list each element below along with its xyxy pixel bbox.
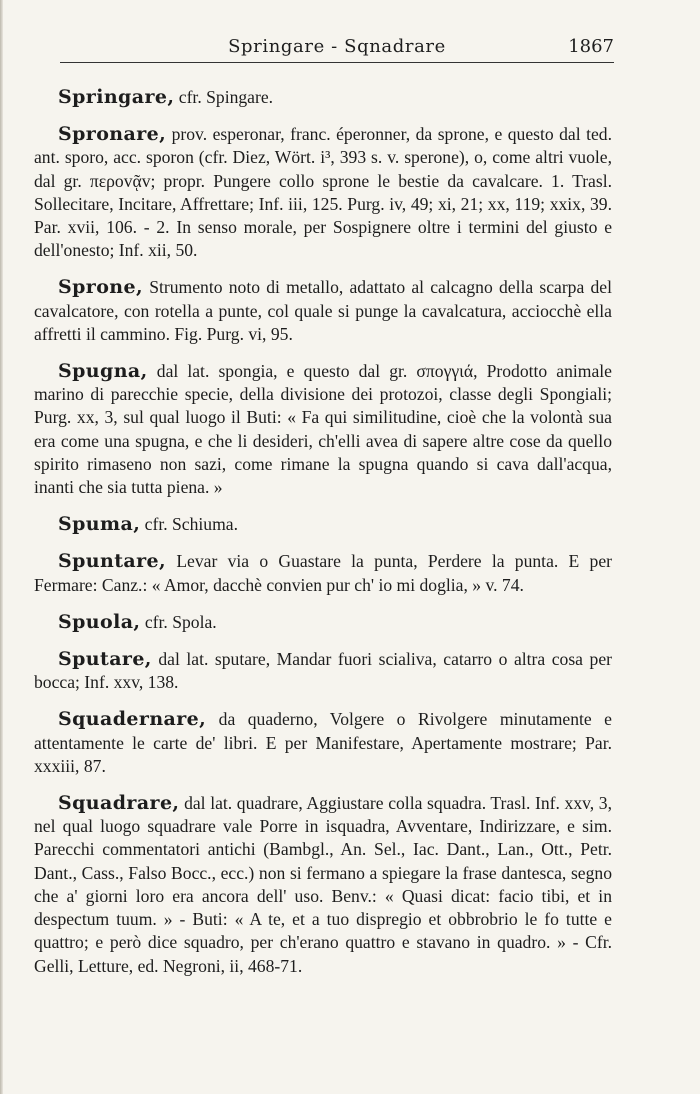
- entry-spuma: [34, 513, 612, 536]
- entries-body: [34, 86, 612, 992]
- entry-squadrare: [34, 792, 612, 978]
- entry-text: prov. esperonar, franc. éperonner, da sprone, e questo dal ted. ant. sporo, acc. sporon (cfr. Diez, Wört. i³, 393 s. v. sperone), o, come altri vuole, dal gr. περοvᾷv; propr. Pungere collo sprone le bestie da cavalcare. 1. Trasl. Sollecitare, Incitare, Affrettare; Inf. iii, 125. Purg. iv, 49; xi, 21; xx, 119; xxix, 39. Par. xvii, 106. - 2. In senso morale, per Sospignere oltre i termini del giusto e dell'onesto; Inf. xii, 50.: [34, 124, 612, 261]
- headword: Springare,: [58, 86, 175, 108]
- headword: Spugna,: [58, 360, 148, 383]
- headword: Sprone,: [58, 276, 144, 299]
- entry-text: cfr. Spingare.: [178, 87, 274, 107]
- entry-text: dal lat. sputare, Mandar fuori scialiva, catarro o altra cosa per bocca; Inf. xxv, 138.: [34, 649, 612, 693]
- entry-sprone: [34, 276, 612, 346]
- entry-sputare: [34, 648, 612, 694]
- entry-text: cfr. Schiuma.: [144, 514, 238, 535]
- headword: Spuma,: [58, 513, 141, 536]
- entry-text: dal lat. spongia, e questo dal gr. σπογγιά, Prodotto animale marino di parecchie specie, della divisione dei protozoi, classe degli Spongiali; Purg. xx, 3, sul qual luogo il Buti: « Fa qui similitudine, cioè che la volontà sua era come una spugna, e che li desideri, ch'elli avea di sapere altre cose da quello spirito rimaseno non sazi, come rimane la spugna quando si cava dall'acqua, inanti che sia tutta piena. »: [34, 361, 612, 498]
- entry-spuola: [34, 611, 612, 634]
- headword: Squadernare,: [58, 708, 207, 731]
- header-title: Springare - Sqnadrare: [228, 36, 446, 57]
- page-gutter: [0, 0, 3, 1094]
- entry-text: Strumento noto di metallo, adattato al calcagno della scarpa del cavalcatore, con rotella a punte, col quale si punge la cavalcatura, acciocchè ella affretti il cammino. Fig. Purg. vi, 95.: [34, 277, 612, 344]
- entry-spuntare: [34, 550, 612, 596]
- entry-text: Levar via o Guastare la punta, Perdere la punta. E per Fermare: Canz.: « Amor, dacchè convien pur ch' io mi doglia, » v. 74.: [34, 551, 613, 595]
- page-number: 1867: [568, 36, 614, 57]
- entry-springare: [34, 86, 612, 109]
- headword: Spuntare,: [58, 550, 167, 573]
- entry-text: da quaderno, Volgere o Rivolgere minutamente e attentamente le carte de' libri. E per Manifestare, Apertamente mostrare; Par. xxxiii, 87.: [34, 709, 612, 776]
- headword: Spronare,: [58, 123, 167, 146]
- headword: Squadrare,: [58, 792, 180, 815]
- running-header: [60, 32, 614, 63]
- headword: Spuola,: [58, 610, 141, 633]
- headword: Sputare,: [58, 648, 152, 671]
- entry-spronare: [34, 123, 612, 262]
- entry-text: cfr. Spola.: [144, 611, 217, 632]
- entry-text: dal lat. quadrare, Aggiustare colla squadra. Trasl. Inf. xxv, 3, nel qual luogo squadrare vale Porre in isquadra, Avventare, Indirizzare, e sim. Parecchi commentatori antichi (Bambgl., An. Sel., Iac. Dant., Lan., Ott., Petr. Dant., Cass., Falso Bocc., ecc.) non si fermano a spiegare la frase dantesca, segno che a' giorni loro era ancora dell' uso. Benv.: « Quasi dicat: facio tibi, et in despectum tuum. » - Buti: « A te, et a tuo dispregio et obbrobrio le fo tutte e quattro; e però dice squadro, per ch'erano quattro e stavano in quadro. » - Cfr. Gelli, Letture, ed. Negroni, ii, 468-71.: [34, 793, 612, 976]
- entry-squadernare: [34, 708, 612, 778]
- entry-spugna: [34, 360, 612, 499]
